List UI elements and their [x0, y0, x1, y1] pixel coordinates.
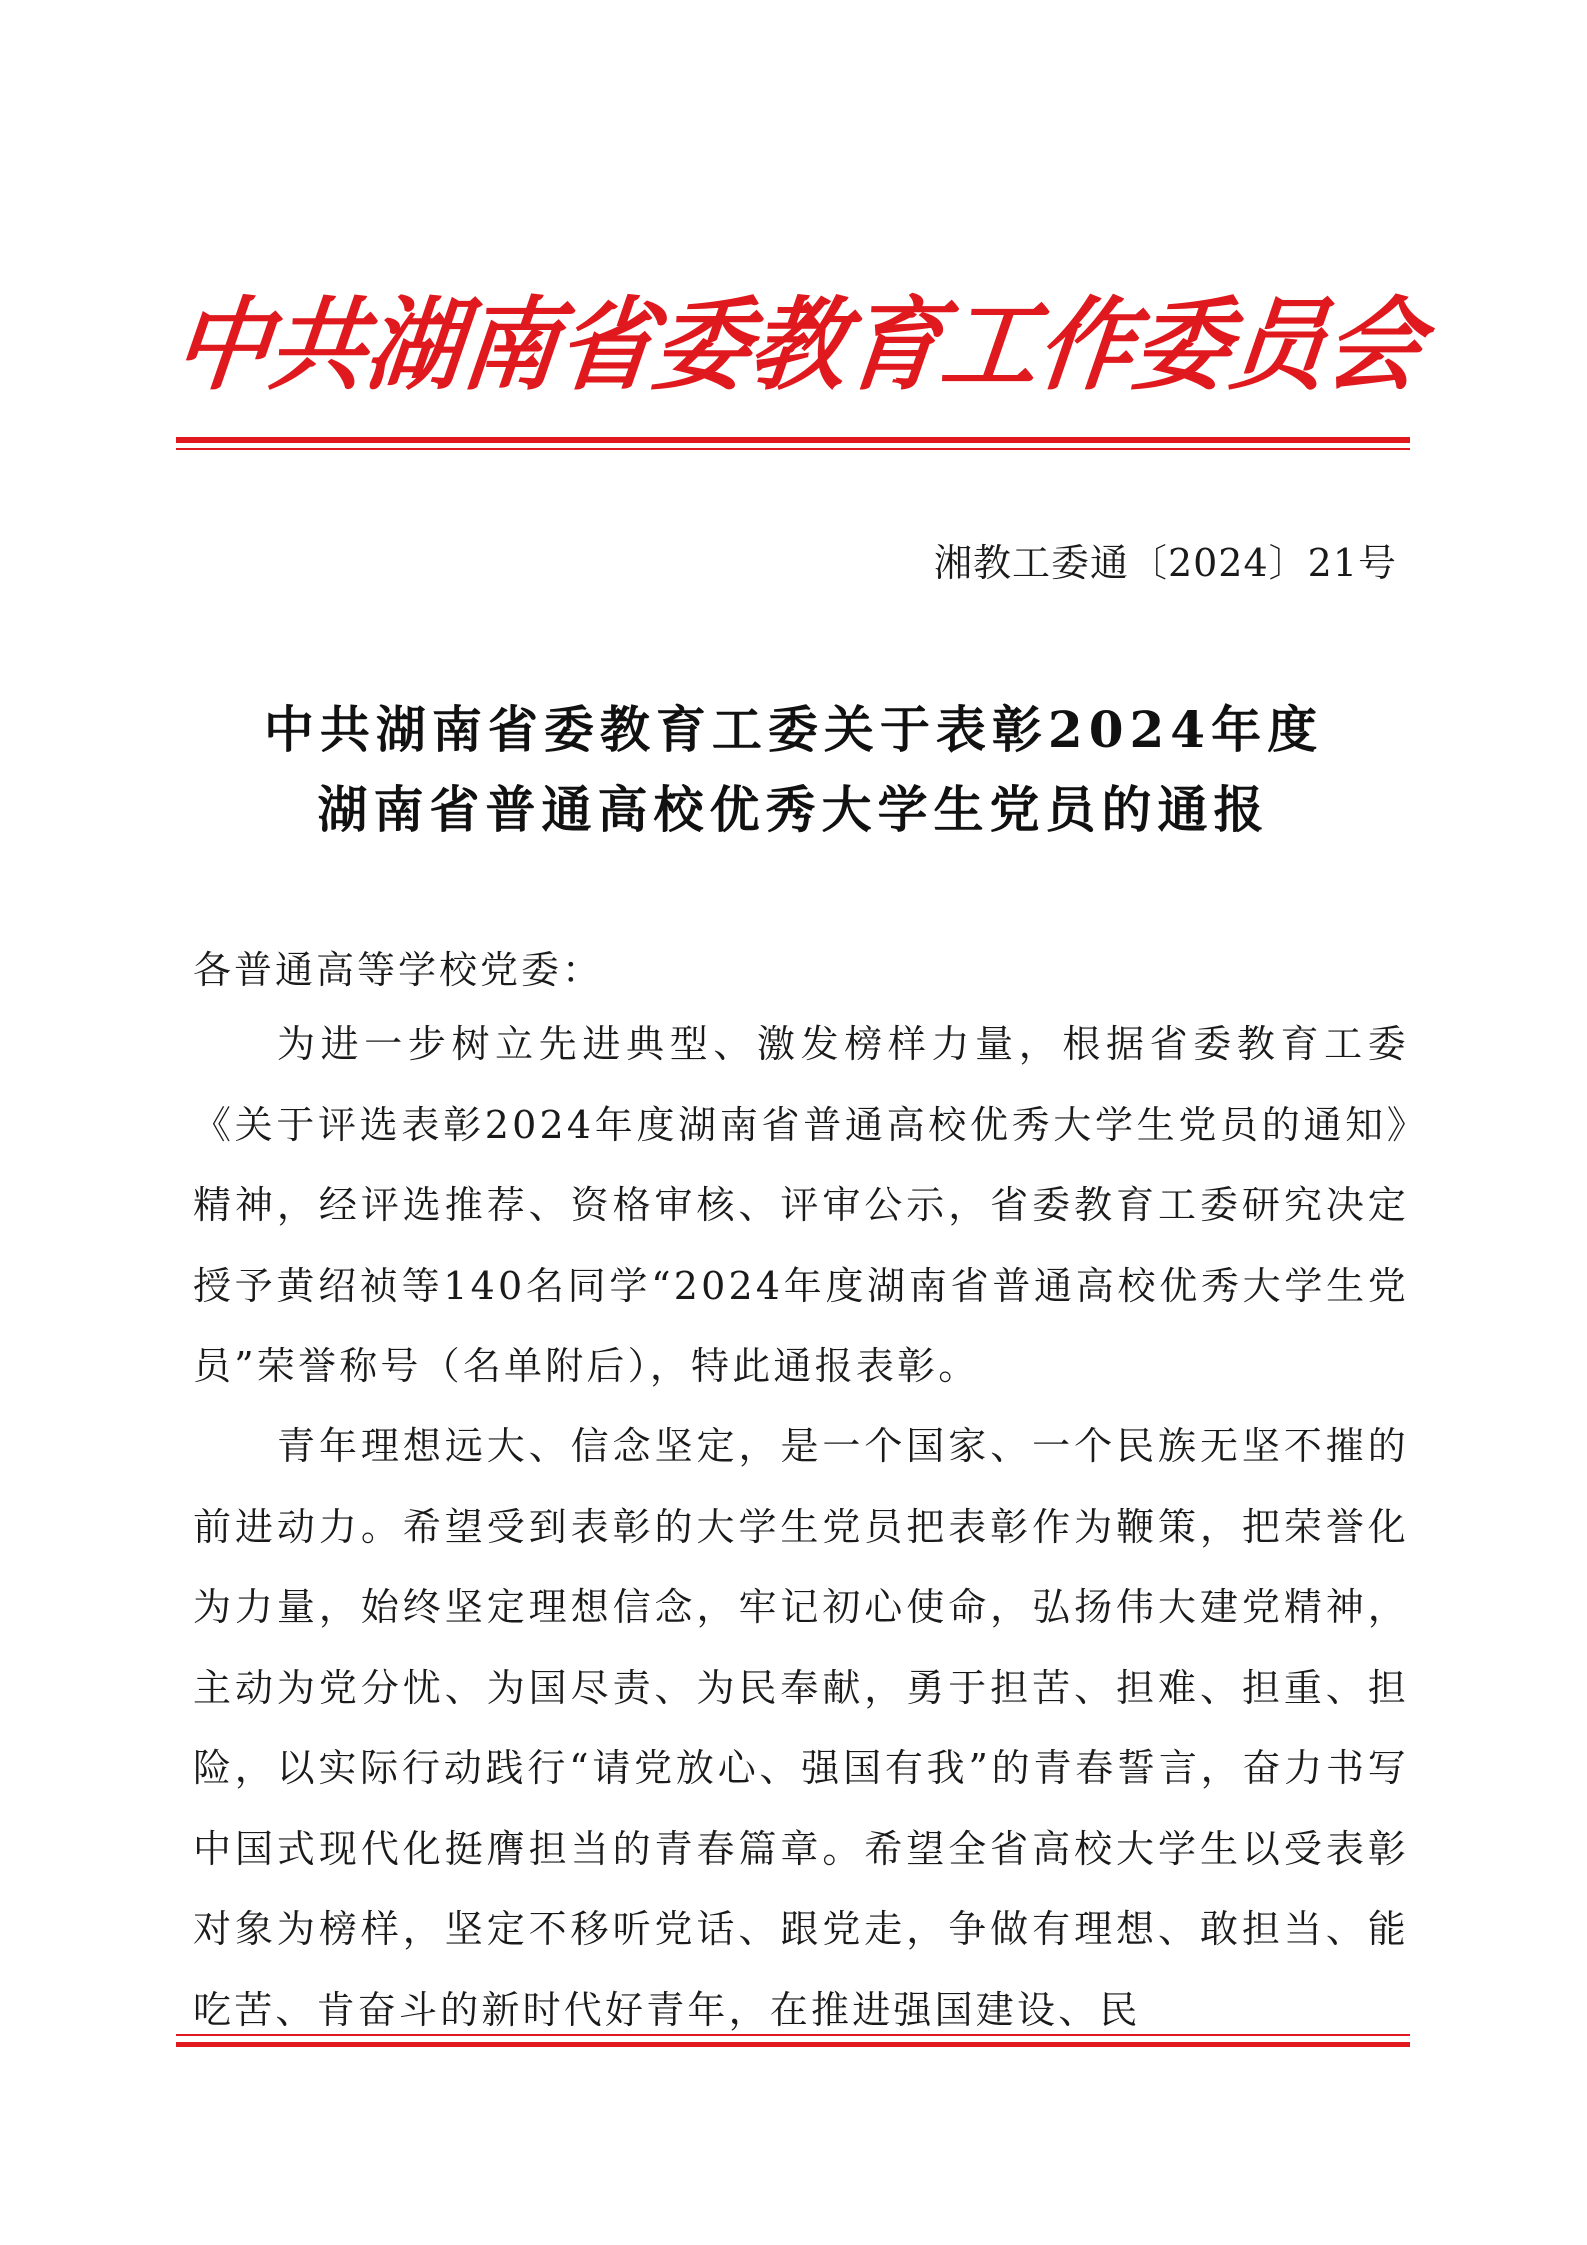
header-char: 作 — [1031, 285, 1141, 404]
header-char: 共 — [263, 285, 373, 404]
header-char: 南 — [455, 285, 565, 404]
document-title-line-1: 中共湖南省委教育工委关于表彰2024年度 — [263, 700, 1324, 759]
header-char: 教 — [743, 285, 853, 404]
document-number: 湘教工委通〔2024〕21号 — [933, 541, 1397, 585]
header-char: 中 — [167, 285, 277, 404]
body-paragraph: 为进一步树立先进典型、激发榜样力量，根据省委教育工委《关于评选表彰2024年度湖南省普通高校优秀大学生党员的通知》精神，经评选推荐、资格审核、评审公示，省委教育工委研究决定授予黄绍祯等140名同学“2024年度湖南省普通高校优秀大学生党员”荣誉称号（名单附后），特此通报表彰。 — [193, 1022, 1409, 1388]
header-char: 育 — [839, 285, 949, 404]
header-char: 会 — [1319, 285, 1429, 404]
header-char: 委 — [1127, 285, 1237, 404]
footer-red-rule-thin — [176, 2034, 1410, 2036]
header-red-rule-thin — [176, 448, 1410, 450]
header-char: 湖 — [359, 285, 469, 404]
footer-red-rule — [176, 2042, 1410, 2047]
header-char: 省 — [551, 285, 661, 404]
header-char: 员 — [1223, 285, 1333, 404]
header-red-rule — [176, 437, 1410, 443]
salutation: 各普通高等学校党委： — [193, 948, 604, 992]
document-title-line-2: 湖南省普通高校优秀大学生党员的通报 — [317, 780, 1270, 839]
header-char: 委 — [647, 285, 757, 404]
header-char: 工 — [935, 285, 1045, 404]
issuing-authority-header — [167, 262, 1429, 412]
body-paragraph: 青年理想远大、信念坚定，是一个国家、一个民族无坚不摧的前进动力。希望受到表彰的大学生党员把表彰作为鞭策，把荣誉化为力量，始终坚定理想信念，牢记初心使命，弘扬伟大建党精神，主动为党分忧、为国尽责、为民奉献，勇于担苦、担难、担重、担险，以实际行动践行“请党放心、强国有我”的青春誓言，奋力书写中国式现代化挺膺担当的青春篇章。希望全省高校大学生以受表彰对象为榜样，坚定不移听党话、跟党走，争做有理想、敢担当、能吃苦、肯奋斗的新时代好青年，在推进强国建设、民 — [193, 1424, 1409, 2032]
